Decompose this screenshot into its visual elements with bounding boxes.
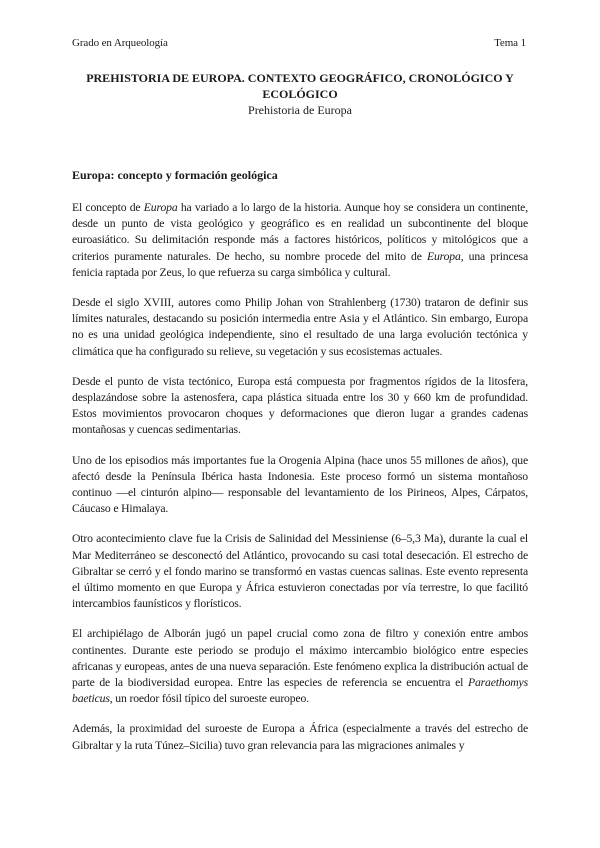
- paragraph-1: [72, 200, 528, 281]
- paragraph-6: [72, 626, 528, 707]
- section-heading: Europa: concepto y formación geológica: [72, 168, 278, 182]
- paragraph-6-italic-species: Paraethomys baeticus: [72, 676, 528, 706]
- paragraph-1-text-a: El concepto de: [72, 201, 144, 214]
- paragraph-5: Otro acontecimiento clave fue la Crisis de Salinidad del Messiniense (6–5,3 Ma), durante la cual el Mar Mediterráneo se desconectó del Atlántico, provocando su casi total desecación. El estrecho de Gibraltar se cerró y el fondo marino se transformó en vastas cuencas salinas. Este evento representa el último momento en que Europa y África estuvieron conectadas por vía terrestre, lo que facilitó intercambios faunísticos y florísticos.: [72, 532, 528, 611]
- document-subtitle: Prehistoria de Europa: [248, 103, 352, 117]
- paragraph-4: Uno de los episodios más importantes fue la Orogenia Alpina (hace unos 55 millones de años), que afectó desde la Península Ibérica hasta Indonesia. Este proceso formó un sistema montañoso continuo —el cinturón alpino— responsable del levantamiento de los Pirineos, Alpes, Cárpatos, Cáucaso e Himalaya.: [72, 453, 528, 516]
- paragraph-1-italic-europa-2: Europa: [426, 249, 461, 263]
- paragraph-1-italic-europa-1: Europa: [143, 201, 178, 214]
- paragraph-3: Desde el punto de vista tectónico, Europa está compuesta por fragmentos rígidos de la litosfera, desplazándose sobre la astenosfera, capa plástica situada entre los 30 y 660 km de profundidad. Estos movimientos provocaron choques y deformaciones que dieron lugar a grandes cadenas montañosas y cuencas sedimentarias.: [72, 374, 528, 437]
- paragraph-6-text-c: , un roedor fósil típico del suroeste europeo.: [109, 692, 309, 706]
- header-topic: Tema 1: [494, 37, 526, 49]
- title-block: [72, 70, 528, 118]
- paragraph-2: Desde el siglo XVIII, autores como Philip Johan von Strahlenberg (1730) trataron de definir sus límites naturales, destacando su posición intermedia entre Asia y el Atlántico. Sin embargo, Europa no es una unidad geológica independiente, sino el resultado de una larga evolución tectónica y climática que ha configurado su relieve, su vegetación y sus ecosistemas actuales.: [72, 296, 528, 358]
- paragraph-7: Además, la proximidad del suroeste de Europa a África (especialmente a través del estrecho de Gibraltar y la ruta Túnez–Sicilia) tuvo gran relevancia para las migraciones animales y: [72, 722, 528, 752]
- paragraph-1-text-e: , una princesa fenicia raptada por Zeus, lo que refuerza su carga simbólica y cultural.: [72, 249, 528, 279]
- paragraph-1-text-c: ha variado a lo largo de la historia. Aunque hoy se considera un continente, desde un punto de vista geológico y geográfico es en realidad un subcontinente del bloque euroasiático. Su delimitación responde más a factores históricos, políticos y mitológicos que a criterios puramente naturales. De hecho, su nombre procede del mito de: [72, 201, 528, 263]
- header-course: Grado en Arqueología: [72, 37, 168, 49]
- document-body: [72, 167, 528, 768]
- document-title: PREHISTORIA DE EUROPA. CONTEXTO GEOGRÁFICO, CRONOLÓGICO Y ECOLÓGICO: [86, 71, 514, 101]
- paragraph-6-text-a: El archipiélago de Alborán jugó un papel crucial como zona de filtro y conexión entre ambos continentes. Durante este periodo se produjo el máximo intercambio biológico entre especies africanas y europeas, antes de una nueva separación. Este fenómeno explica la distribución actual de parte de la biodiversidad europea. Entre las especies de referencia se encuentra el: [72, 627, 528, 690]
